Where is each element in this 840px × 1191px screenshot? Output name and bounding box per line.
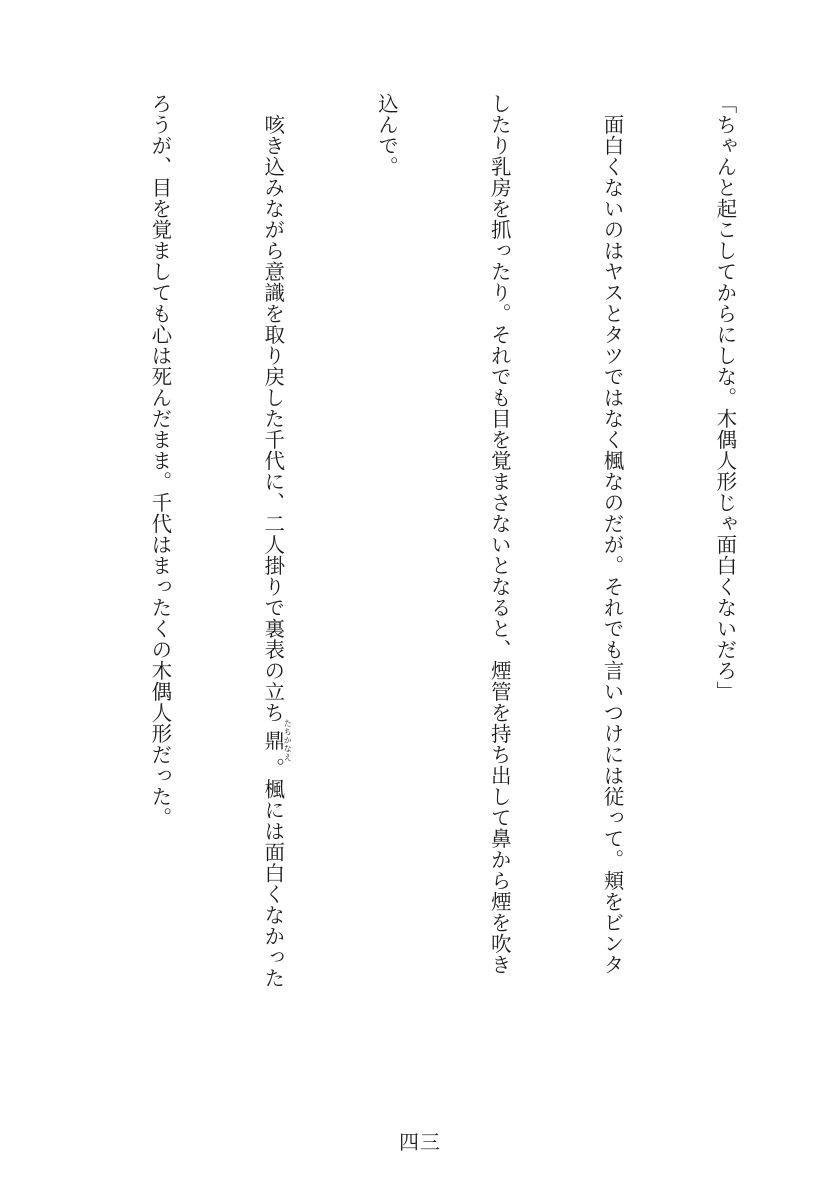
text-column: 「ちゃんと起こしてからにしな。木偶人形じゃ面白くないだろ」 [712,93,737,702]
page-number: 四三 [399,1130,441,1154]
vertical-text-body [18,93,818,993]
text-column: 面白くないのはヤスとタツではなく楓なのだが。それでも言いつけには従って。頬をビンタ [600,93,625,975]
text-column: ろうが、目を覚ましても心は死んだまま。千代はまったくの木偶人形だった。 [147,93,172,828]
text-column: 咳き込みながら意識を取り戻した千代に、二人掛りで裏表の立ち鼎たちかなえ。楓には面白くなかった [260,93,293,989]
text-column: 込んで。 [374,93,399,177]
furigana-tachikanae: たちかなえ [283,719,293,762]
blank-line [28,93,66,993]
text-column: したり乳房を抓ったり。それでも目を覚まさないとなると、煙管を持ち出して鼻から煙を吹き [487,93,512,975]
